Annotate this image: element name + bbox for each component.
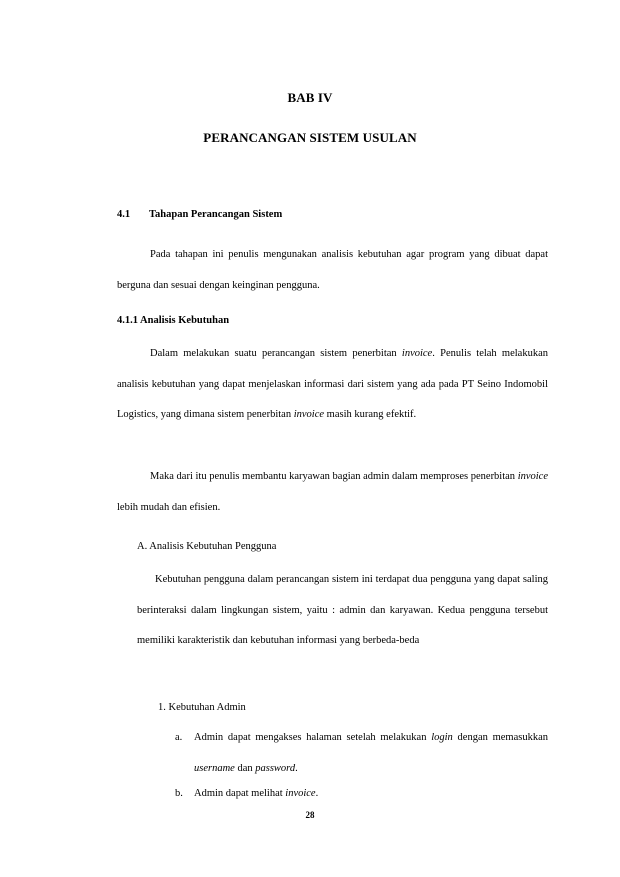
section-number: 4.1	[117, 209, 131, 220]
italic-term: password	[255, 762, 296, 774]
section-4-1-paragraph: Pada tahapan ini penulis mengunakan analisis kebutuhan agar program yang dibuat dapat berguna dan sesuai dengan keinginan pengguna.	[117, 249, 548, 291]
text-run: . Penulis telah melakukan analisis kebutuhan yang dapat menjelaskan informasi dari sistem yang ada pada PT Seino Indomobil Logistics, yang dimana sistem penerbitan	[117, 348, 548, 421]
italic-term: invoice	[285, 788, 316, 799]
text-run: Admin dapat melihat	[194, 788, 286, 799]
italic-term: invoice	[293, 409, 325, 421]
text-run: dan	[234, 762, 256, 774]
section-4-1-1-paragraph-2	[117, 462, 548, 523]
italic-term: invoice	[401, 348, 433, 359]
text-run: lebih mudah dan efisien.	[117, 501, 221, 513]
text-run: Admin dapat mengakses halaman setelah melakukan	[194, 732, 432, 743]
text-run: masih kurang efektif.	[324, 409, 417, 421]
section-4-1-1-heading: 4.1.1 Analisis Kebutuhan	[117, 315, 230, 326]
italic-term: username	[194, 762, 235, 774]
section-4-1-1-paragraph-1	[117, 339, 548, 431]
section-4-1-heading	[117, 209, 282, 220]
list-item-b	[194, 788, 318, 799]
italic-term: login	[431, 732, 453, 743]
text-run: .	[295, 762, 298, 774]
chapter-title: PERANCANGAN SISTEM USULAN	[203, 130, 417, 145]
chapter-label: BAB IV	[287, 90, 333, 105]
section-title: Tahapan Perancangan Sistem	[149, 209, 283, 220]
list-admin-title: 1. Kebutuhan Admin	[158, 702, 246, 713]
list-item-a-label: a.	[175, 732, 183, 743]
text-run: dengan memasukkan	[452, 732, 548, 743]
text-run: Dalam melakukan suatu perancangan sistem penerbitan	[150, 348, 402, 359]
page-number: 28	[305, 810, 315, 820]
text-run: .	[315, 788, 319, 799]
subsection-a-paragraph: Kebutuhan pengguna dalam perancangan sistem ini terdapat dua pengguna yang dapat saling berinteraksi dalam lingkungan sistem, yaitu : admin dan karyawan. Kedua pengguna tersebut memiliki karakteristik dan kebutuhan informasi yang berbeda-beda	[137, 574, 548, 647]
list-item-b-label: b.	[175, 788, 183, 799]
text-run: Maka dari itu penulis membantu karyawan bagian admin dalam memproses penerbitan	[150, 471, 518, 482]
list-item-a	[194, 723, 548, 784]
subsection-a-title: A. Analisis Kebutuhan Pengguna	[137, 541, 277, 552]
italic-term: invoice	[517, 471, 549, 482]
